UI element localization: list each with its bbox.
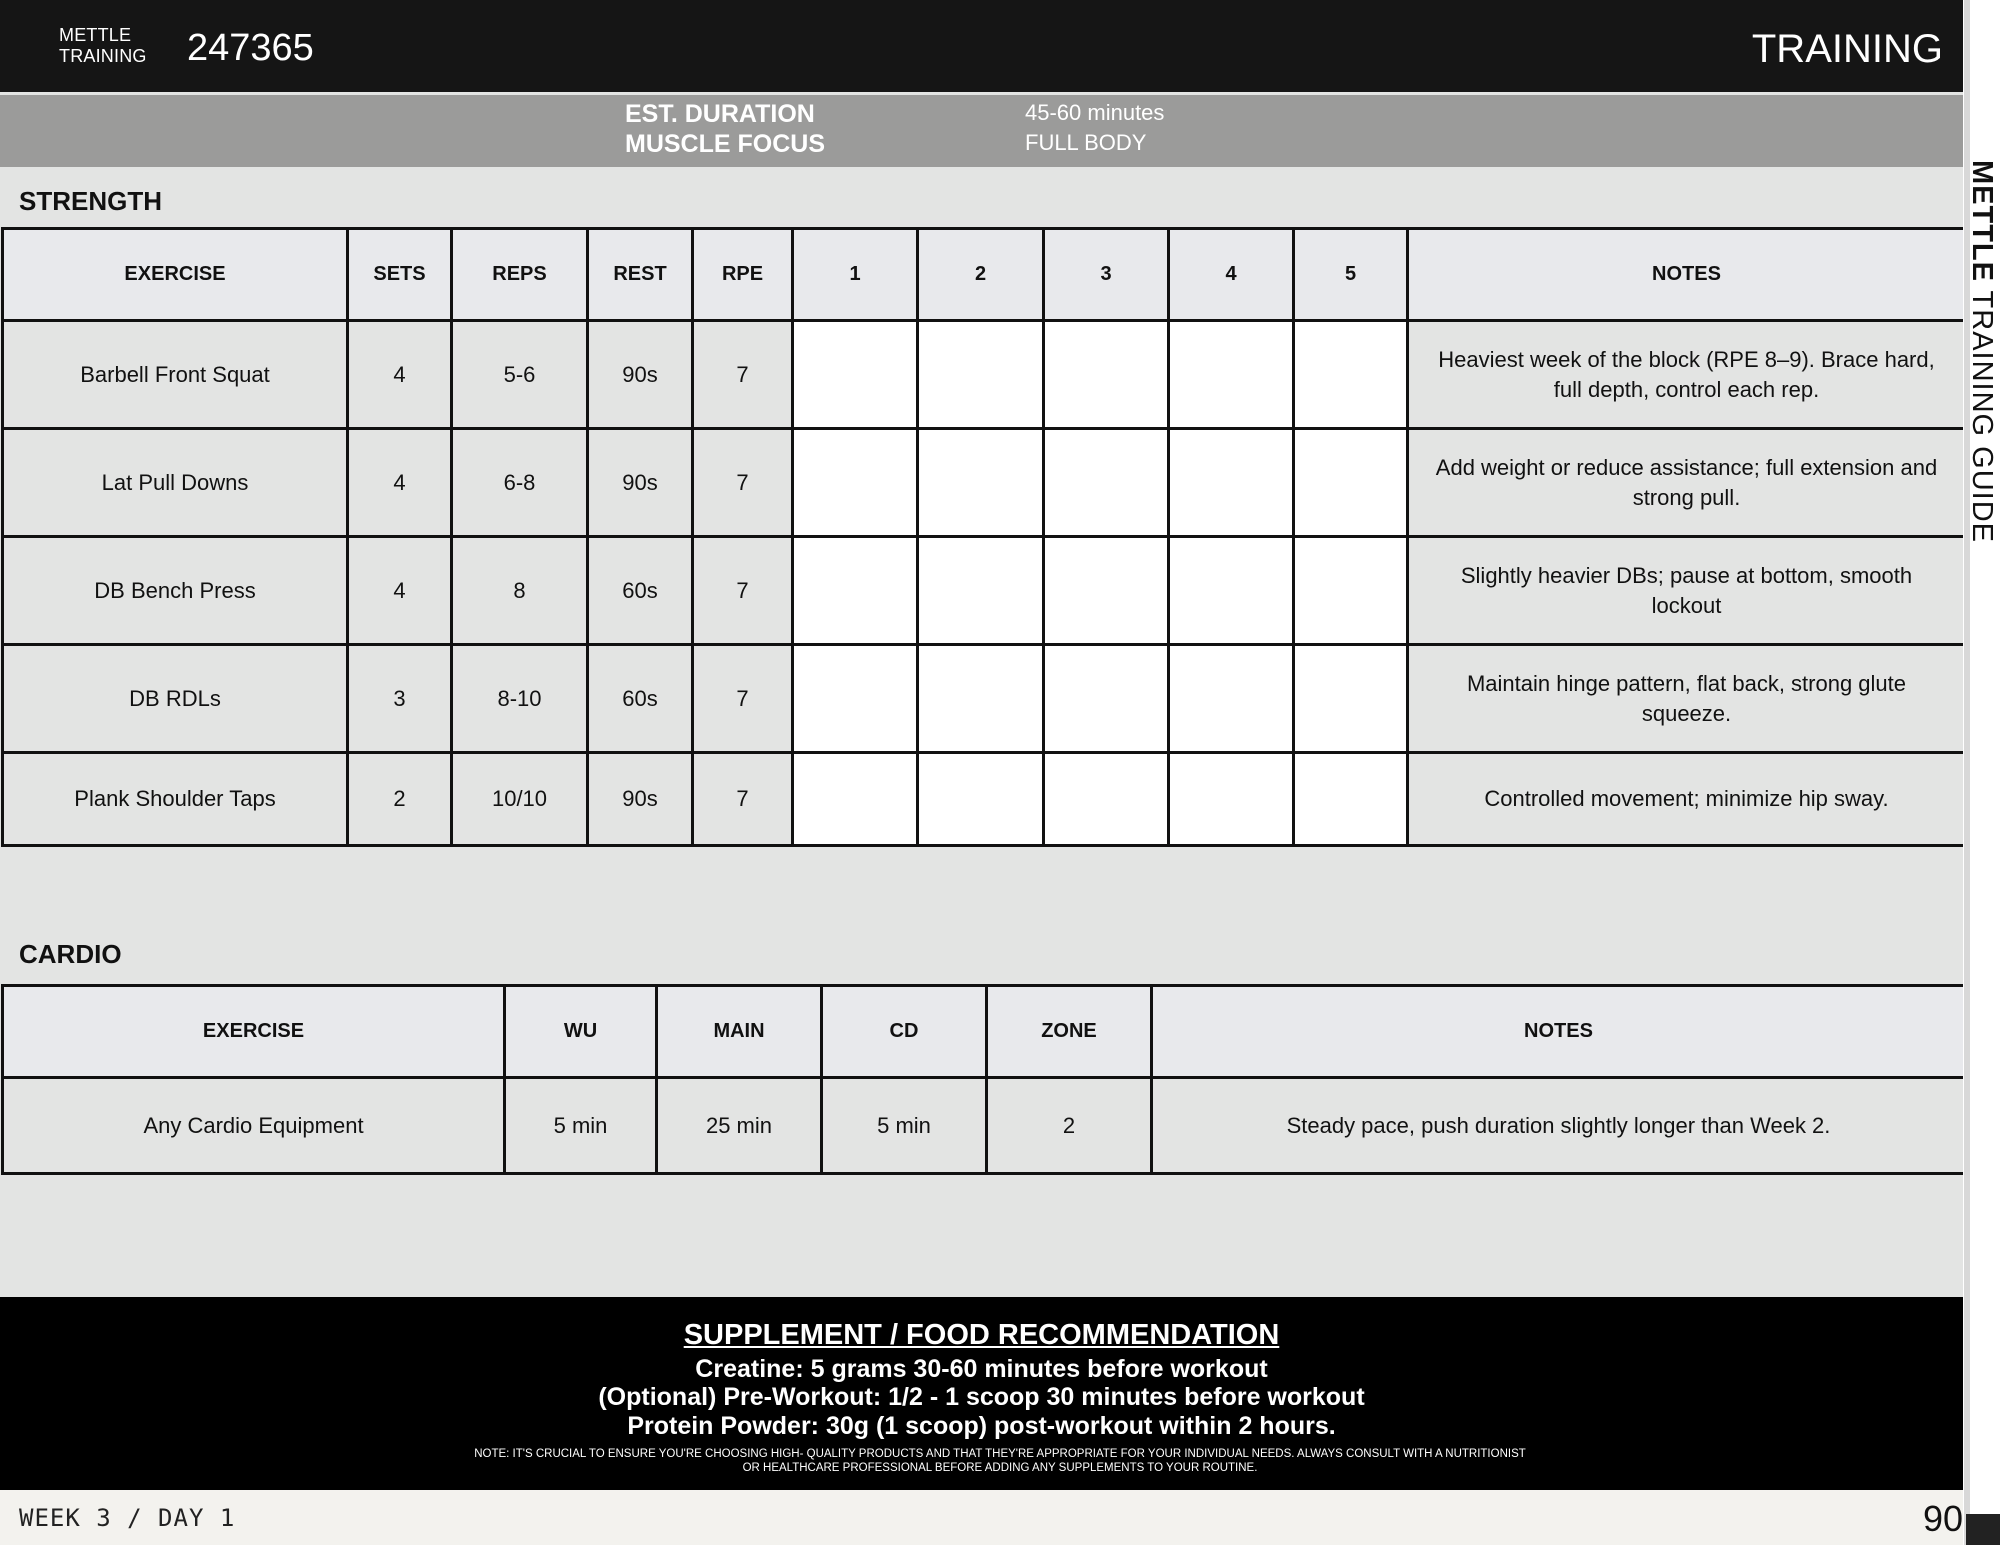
cardio-heading: CARDIO [19, 939, 122, 969]
sets-value: 4 [348, 429, 452, 537]
reps-value: 5-6 [452, 321, 588, 429]
col-notes: NOTES [1408, 229, 1966, 321]
reps-value: 10/10 [452, 753, 588, 846]
rest-value: 90s [588, 753, 693, 846]
brand-line-1: METTLE [59, 25, 132, 45]
col-main: MAIN [657, 986, 822, 1078]
col-exercise: EXERCISE [3, 986, 505, 1078]
page-number: 90 [1922, 1498, 1963, 1539]
log-cell-set-5[interactable] [1294, 321, 1408, 429]
log-cell-set-3[interactable] [1044, 429, 1169, 537]
rest-value: 60s [588, 537, 693, 645]
side-tab-brand: METTLE [1966, 160, 1998, 282]
log-cell-set-1[interactable] [793, 753, 918, 846]
sets-value: 2 [348, 753, 452, 846]
log-cell-set-1[interactable] [793, 645, 918, 753]
col-exercise: EXERCISE [3, 229, 348, 321]
duration-value: 45-60 minutes [1025, 100, 1165, 125]
log-cell-set-5[interactable] [1294, 537, 1408, 645]
corner-marker [1966, 1514, 2000, 1545]
week-day-label: WEEK 3 / DAY 1 [19, 1504, 236, 1532]
side-tab-label [1965, 160, 1999, 543]
exercise-name: DB Bench Press [3, 537, 348, 645]
table-row [3, 753, 1966, 846]
log-cell-set-5[interactable] [1294, 645, 1408, 753]
duration-label: EST. DURATION [625, 100, 815, 128]
log-cell-set-1[interactable] [793, 537, 918, 645]
table-row [3, 1078, 1966, 1174]
table-row [3, 645, 1966, 753]
rest-value: 60s [588, 645, 693, 753]
table-row [3, 321, 1966, 429]
cardio-header-row [3, 986, 1966, 1078]
col-set-2: 2 [918, 229, 1044, 321]
col-set-5: 5 [1294, 229, 1408, 321]
exercise-notes: Steady pace, push duration slightly longer than Week 2. [1152, 1078, 1966, 1174]
exercise-name: Plank Shoulder Taps [3, 753, 348, 846]
log-cell-set-3[interactable] [1044, 537, 1169, 645]
exercise-notes: Heaviest week of the block (RPE 8–9). Brace hard, full depth, control each rep. [1408, 321, 1966, 429]
sets-value: 4 [348, 537, 452, 645]
exercise-notes: Maintain hinge pattern, flat back, strong glute squeeze. [1408, 645, 1966, 753]
log-cell-set-3[interactable] [1044, 645, 1169, 753]
exercise-name: DB RDLs [3, 645, 348, 753]
col-rest: REST [588, 229, 693, 321]
exercise-name: Barbell Front Squat [3, 321, 348, 429]
muscle-focus-label: MUSCLE FOCUS [625, 130, 825, 158]
rpe-value: 7 [693, 537, 793, 645]
brand-line-2: TRAINING [59, 46, 147, 66]
rest-value: 90s [588, 429, 693, 537]
supplement-preworkout: (Optional) Pre-Workout: 1/2 - 1 scoop 30 minutes before workout [598, 1383, 1365, 1411]
log-cell-set-2[interactable] [918, 429, 1044, 537]
main-value: 25 min [657, 1078, 822, 1174]
supplement-creatine: Creatine: 5 grams 30-60 minutes before workout [695, 1355, 1268, 1383]
log-cell-set-4[interactable] [1169, 645, 1294, 753]
log-cell-set-4[interactable] [1169, 537, 1294, 645]
exercise-notes: Slightly heavier DBs; pause at bottom, smooth lockout [1408, 537, 1966, 645]
supplement-protein: Protein Powder: 30g (1 scoop) post-workout within 2 hours. [627, 1412, 1336, 1440]
rest-value: 90s [588, 321, 693, 429]
sets-value: 3 [348, 645, 452, 753]
col-set-3: 3 [1044, 229, 1169, 321]
document-number: 247365 [187, 27, 314, 69]
col-set-4: 4 [1169, 229, 1294, 321]
reps-value: 8 [452, 537, 588, 645]
log-cell-set-4[interactable] [1169, 753, 1294, 846]
supplement-panel [0, 1297, 1963, 1490]
rpe-value: 7 [693, 645, 793, 753]
page-footer [0, 1490, 1963, 1545]
log-cell-set-2[interactable] [918, 753, 1044, 846]
cardio-table [1, 984, 1967, 1175]
rpe-value: 7 [693, 429, 793, 537]
log-cell-set-1[interactable] [793, 429, 918, 537]
log-cell-set-2[interactable] [918, 537, 1044, 645]
col-zone: ZONE [987, 986, 1152, 1078]
log-cell-set-1[interactable] [793, 321, 918, 429]
log-cell-set-2[interactable] [918, 321, 1044, 429]
exercise-name: Lat Pull Downs [3, 429, 348, 537]
strength-heading: STRENGTH [19, 186, 162, 216]
workout-info-bar [0, 95, 1963, 167]
log-cell-set-4[interactable] [1169, 429, 1294, 537]
table-row [3, 537, 1966, 645]
log-cell-set-4[interactable] [1169, 321, 1294, 429]
col-reps: REPS [452, 229, 588, 321]
muscle-focus-value: FULL BODY [1025, 130, 1147, 155]
rpe-value: 7 [693, 753, 793, 846]
col-set-1: 1 [793, 229, 918, 321]
col-rpe: RPE [693, 229, 793, 321]
exercise-notes: Add weight or reduce assistance; full extension and strong pull. [1408, 429, 1966, 537]
col-cooldown: CD [822, 986, 987, 1078]
table-row [3, 429, 1966, 537]
log-cell-set-2[interactable] [918, 645, 1044, 753]
warmup-value: 5 min [505, 1078, 657, 1174]
supplement-title: SUPPLEMENT / FOOD RECOMMENDATION [683, 1319, 1280, 1351]
col-notes: NOTES [1152, 986, 1966, 1078]
sets-value: 4 [348, 321, 452, 429]
section-title: TRAINING [1751, 27, 1943, 71]
log-cell-set-3[interactable] [1044, 321, 1169, 429]
log-cell-set-3[interactable] [1044, 753, 1169, 846]
log-cell-set-5[interactable] [1294, 429, 1408, 537]
log-cell-set-5[interactable] [1294, 753, 1408, 846]
strength-table [1, 227, 1967, 847]
exercise-notes: Controlled movement; minimize hip sway. [1408, 753, 1966, 846]
col-sets: SETS [348, 229, 452, 321]
reps-value: 8-10 [452, 645, 588, 753]
header-bar [0, 0, 1963, 92]
exercise-name: Any Cardio Equipment [3, 1078, 505, 1174]
brand-logo-text [59, 25, 147, 67]
side-tab-guide: TRAINING GUIDE [1966, 282, 1998, 543]
supplement-disclaimer: NOTE: IT'S CRUCIAL TO ENSURE YOU'RE CHOOSING HIGH- QUALITY PRODUCTS AND THAT THEY'RE APPROPRIATE FOR YOUR INDIVIDUAL NEEDS. ALWAYS CONSULT WITH A NUTRITIONIST OR HEALTHCARE PROFESSIONAL BEFORE ADDING ANY SUPPLEMENTS TO YOUR ROUTINE. [474, 1448, 1526, 1474]
col-warmup: WU [505, 986, 657, 1078]
reps-value: 6-8 [452, 429, 588, 537]
strength-header-row [3, 229, 1966, 321]
rpe-value: 7 [693, 321, 793, 429]
zone-value: 2 [987, 1078, 1152, 1174]
cooldown-value: 5 min [822, 1078, 987, 1174]
